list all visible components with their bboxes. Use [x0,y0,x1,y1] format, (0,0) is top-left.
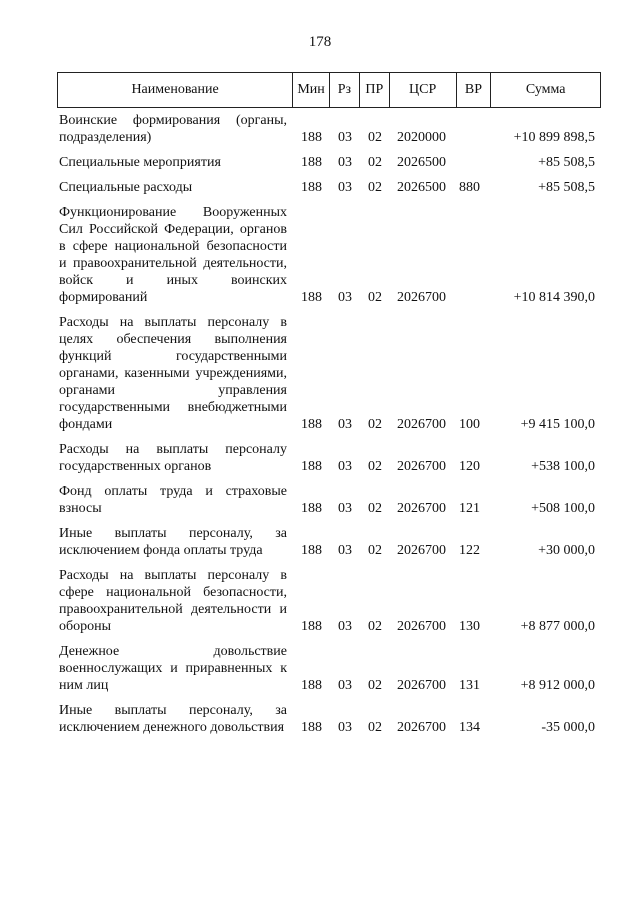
row-csr: 2026700 [397,417,446,432]
row-csr: 2026700 [397,720,446,735]
row-min: 188 [301,501,322,516]
row-rz: 03 [338,459,352,474]
row-name: Расходы на выплаты персоналу государственных органов [59,442,287,474]
row-rz: 03 [338,180,352,195]
row-rz: 03 [338,417,352,432]
table-row [57,204,601,306]
row-vr: 131 [459,678,480,693]
row-sum: +85 508,5 [538,180,595,195]
row-vr: 122 [459,543,480,558]
header-min: Мин [293,73,330,107]
row-pr: 02 [368,720,382,735]
table-row [57,525,601,559]
table-row [57,314,601,433]
row-name: Иные выплаты персоналу, за исключением денежного довольствия [59,703,287,735]
row-rz: 03 [338,290,352,305]
row-min: 188 [301,720,322,735]
row-min: 188 [301,619,322,634]
budget-table [57,72,601,744]
row-rz: 03 [338,543,352,558]
row-sum: +10 814 390,0 [513,290,595,305]
row-rz: 03 [338,720,352,735]
row-vr: 100 [459,417,480,432]
row-sum: +8 912 000,0 [520,678,595,693]
row-sum: -35 000,0 [541,720,595,735]
row-csr: 2026700 [397,501,446,516]
row-csr: 2026700 [397,543,446,558]
table-row [57,483,601,517]
header-sum: Сумма [525,82,566,97]
row-min: 188 [301,130,322,145]
row-sum: +508 100,0 [531,501,595,516]
row-pr: 02 [368,543,382,558]
row-sum: +10 899 898,5 [513,130,595,145]
row-rz: 03 [338,619,352,634]
row-csr: 2026700 [397,290,446,305]
row-min: 188 [301,290,322,305]
row-sum: +85 508,5 [538,155,595,170]
row-min: 188 [301,678,322,693]
row-min: 188 [301,155,322,170]
row-name: Денежное довольствие военнослужащих и приравненных к ним лиц [59,644,287,693]
row-csr: 2026700 [397,459,446,474]
row-pr: 02 [368,678,382,693]
row-pr: 02 [368,619,382,634]
row-sum: +9 415 100,0 [520,417,595,432]
row-vr: 120 [459,459,480,474]
row-min: 188 [301,417,322,432]
row-csr: 2026700 [397,619,446,634]
table-row [57,112,601,146]
row-pr: 02 [368,501,382,516]
row-vr: 134 [459,720,480,735]
table-row [57,702,601,736]
header-csr: ЦСР [390,73,457,107]
row-pr: 02 [368,290,382,305]
row-pr: 02 [368,417,382,432]
row-name: Функционирование Вооруженных Сил Российской Федерации, органов в сфере национальной безопасности и правоохранительной деятельности, войск и иных воинских формирований [59,205,287,305]
table-row [57,643,601,694]
row-rz: 03 [338,130,352,145]
row-vr: 880 [459,180,480,195]
row-pr: 02 [368,180,382,195]
header-pr: ПР [360,73,390,107]
row-name: Специальные мероприятия [59,155,221,170]
header-name: Наименование [58,73,293,107]
row-name: Иные выплаты персоналу, за исключением фонда оплаты труда [59,526,287,558]
table-row [57,179,601,196]
row-name: Воинские формирования (органы, подразделения) [59,113,287,145]
table-row [57,154,601,171]
row-sum: +8 877 000,0 [520,619,595,634]
row-rz: 03 [338,155,352,170]
table-body [57,112,601,736]
row-min: 188 [301,459,322,474]
row-csr: 2026500 [397,180,446,195]
row-rz: 03 [338,501,352,516]
row-min: 188 [301,180,322,195]
table-header [57,72,601,108]
row-name: Специальные расходы [59,180,193,195]
row-pr: 02 [368,155,382,170]
header-rz: Рз [330,73,360,107]
row-csr: 2026500 [397,155,446,170]
row-pr: 02 [368,459,382,474]
row-name: Расходы на выплаты персоналу в сфере национальной безопасности, правоохранительной деятельности и обороны [59,568,287,634]
row-sum: +538 100,0 [531,459,595,474]
row-csr: 2026700 [397,678,446,693]
row-vr: 130 [459,619,480,634]
row-name: Расходы на выплаты персоналу в целях обеспечения выполнения функций государственными органами, казенными учреждениями, органами управления государственными внебюджетными фондами [59,315,287,432]
page-number: 178 [308,34,332,50]
row-vr: 121 [459,501,480,516]
row-csr: 2020000 [397,130,446,145]
row-name: Фонд оплаты труда и страховые взносы [59,484,287,516]
row-sum: +30 000,0 [538,543,595,558]
row-pr: 02 [368,130,382,145]
table-row [57,441,601,475]
header-vr: ВР [457,73,492,107]
row-rz: 03 [338,678,352,693]
row-min: 188 [301,543,322,558]
table-row [57,567,601,635]
